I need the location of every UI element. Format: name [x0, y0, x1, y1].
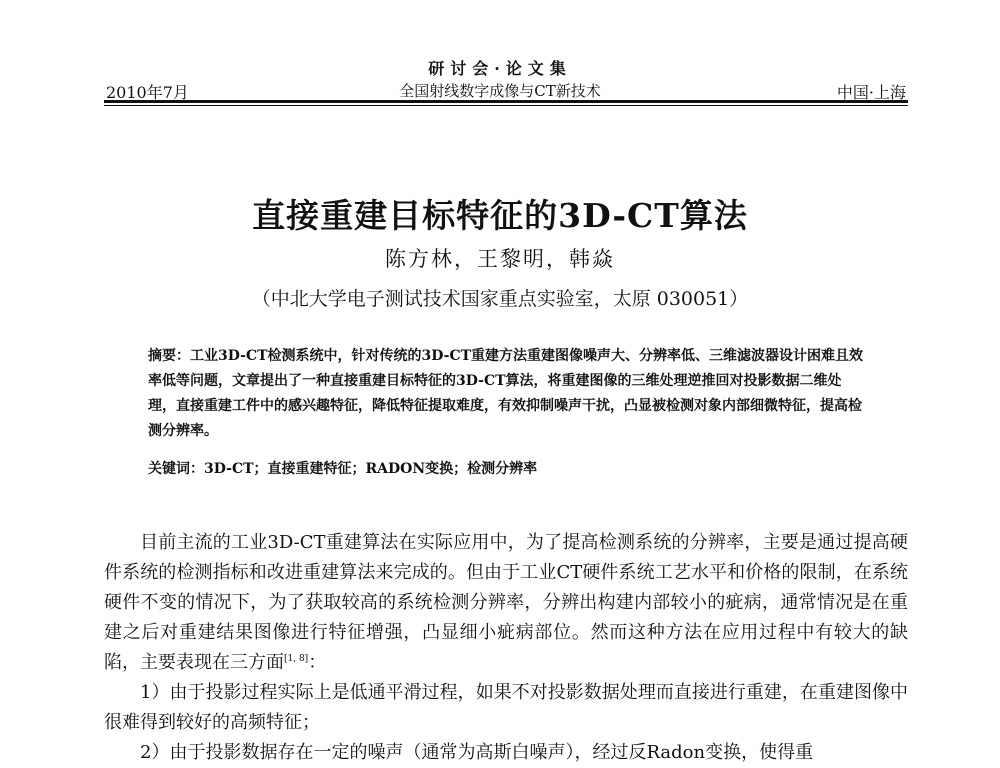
running-header-series: 研讨会·论文集 [428, 59, 572, 78]
paper-title: 直接重建目标特征的3D-CT算法 [252, 196, 748, 235]
running-header-conference: 全国射线数字成像与CT新技术 [399, 82, 601, 100]
keywords-label: 关键词： [148, 461, 204, 477]
body-paragraph-1-text: 目前主流的工业3D-CT重建算法在实际应用中，为了提高检测系统的分辨率，主要是通过提高硬件系统的检测指标和改进重建算法来完成的。但由于工业CT硬件系统工艺水平和价格的限制，在系统硬件不变的情况下，为了获取较高的系统检测分辨率，分辨出构建内部较小的疵病，通常情况是在重建之后对重建结果图像进行特征增强，凸显细小疵病部位。然而这种方法在应用过程中有较大的缺陷，主要表现在三方面 [104, 532, 908, 673]
keywords [148, 458, 866, 480]
body-paragraph-1-end: ： [308, 652, 327, 673]
keywords-text: 3D-CT；直接重建特征；RADON变换；检测分辨率 [204, 461, 538, 477]
citation: [1, 8] [284, 654, 309, 664]
abstract-text: 工业3D-CT检测系统中，针对传统的3D-CT重建方法重建图像噪声大、分辨率低、三维滤波器设计困难且效率低等问题，文章提出了一种直接重建目标特征的3D-CT算法，将重建图像的三维处理逆推回对投影数据二维处理，直接重建工件中的感兴趣特征，降低特征提取难度，有效抑制噪声干扰，凸显被检测对象内部细微特征，提高检测分辨率。 [148, 348, 864, 439]
abstract-label: 摘要： [148, 348, 190, 364]
body-paragraph-3: 2）由于投影数据存在一定的噪声（通常为高斯白噪声），经过反Radon变换，使得重 [140, 742, 814, 763]
running-header-date: 2010年7月 [106, 83, 189, 102]
header-rule-thin [104, 105, 908, 106]
header-rule-thick [104, 100, 908, 103]
body-paragraph-1 [104, 528, 908, 678]
body-paragraph-2: 1）由于投影过程实际上是低通平滑过程，如果不对投影数据处理而直接进行重建，在重建图像中很难得到较好的高频特征； [104, 682, 908, 733]
paper-affiliation: （中北大学电子测试技术国家重点实验室，太原 030051） [251, 288, 749, 310]
running-header-place: 中国·上海 [836, 83, 906, 102]
abstract [148, 344, 866, 444]
paper-authors: 陈方林，王黎明，韩焱 [385, 247, 615, 271]
body-text [104, 528, 908, 768]
